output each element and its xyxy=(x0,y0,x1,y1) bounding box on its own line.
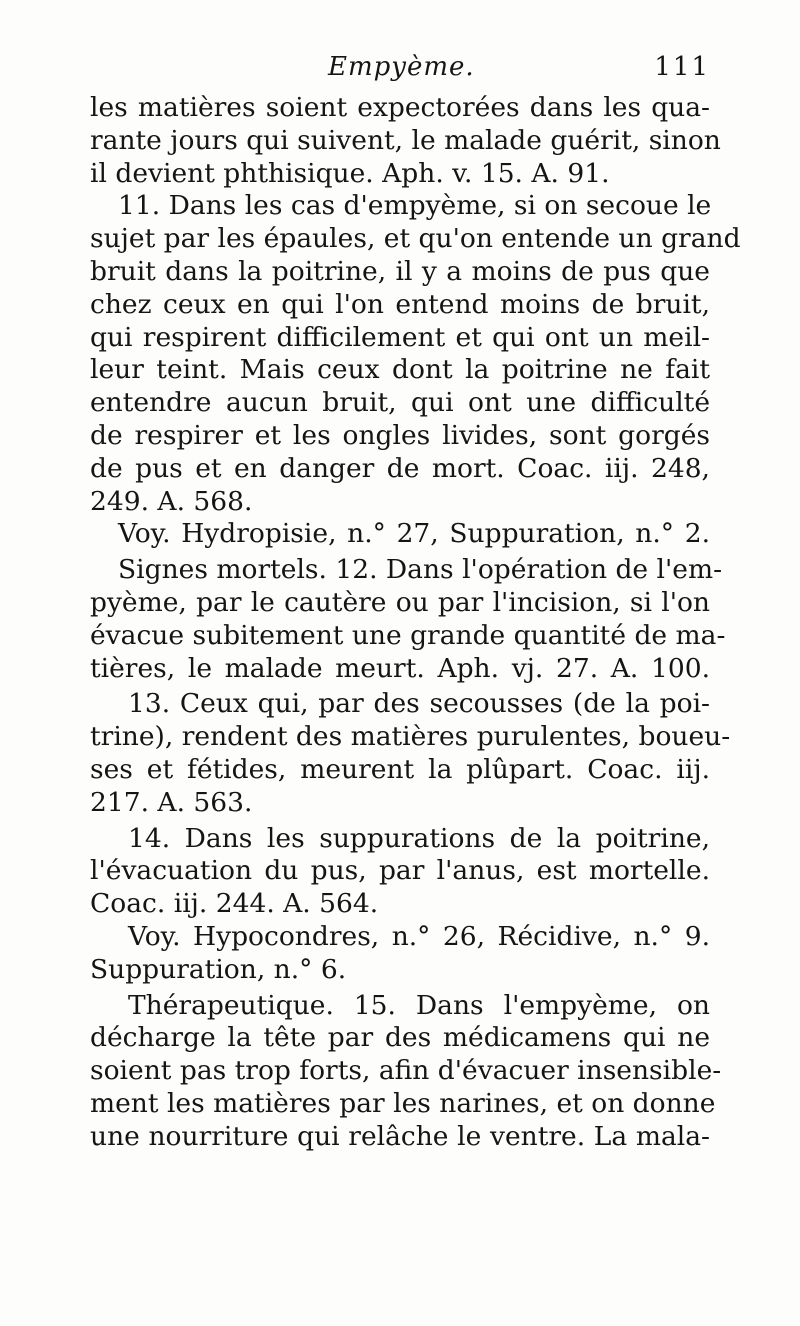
text-line: sujet par les épaules, et qu'on entende un grand xyxy=(90,223,741,255)
text-line: Voy. Hypocondres, n.° 26, Récidive, n.° 9. xyxy=(128,920,710,952)
body-text xyxy=(90,92,741,1154)
text-line: de pus et en danger de mort. Coac. iij. 248, xyxy=(90,452,710,484)
text-line: 249. A. 568. xyxy=(90,485,253,517)
text-line: Coac. iij. 244. A. 564. xyxy=(90,888,379,920)
text-line: 13. Ceux qui, par des secousses (de la poi- xyxy=(128,688,710,720)
text-line: ment les matières par les narines, et on donne xyxy=(90,1087,716,1119)
text-line: bruit dans la poitrine, il y a moins de pus que xyxy=(90,255,710,287)
text-line: Thérapeutique. 15. Dans l'empyème, on xyxy=(128,989,710,1021)
text-line: l'évacuation du pus, par l'anus, est mortelle. xyxy=(90,855,710,887)
text-line: trine), rendent des matières purulentes, boueu- xyxy=(90,721,731,753)
text-line: Suppuration, n.° 6. xyxy=(90,953,347,985)
text-line: les matières soient expectorées dans les qua- xyxy=(90,92,710,123)
text-line: tières, le malade meurt. Aph. vj. 27. A. 100. xyxy=(90,652,710,684)
text-line: soient pas trop forts, afin d'évacuer insensible- xyxy=(90,1055,722,1087)
text-line: 217. A. 563. xyxy=(90,786,253,818)
text-line: Signes mortels. 12. Dans l'opération de l'em- xyxy=(118,554,723,586)
text-line: une nourriture qui relâche le ventre. La mala- xyxy=(90,1120,710,1152)
text-line: il devient phthisique. Aph. v. 15. A. 91. xyxy=(90,157,610,189)
text-line: évacue subitement une grande quantité de ma- xyxy=(90,619,726,651)
text-line: Voy. Hydropisie, n.° 27, Suppuration, n.° 2. xyxy=(118,518,710,550)
text-line: entendre aucun bruit, qui ont une difficulté xyxy=(90,387,710,419)
text-line: qui respirent difficilement et qui ont un meil- xyxy=(90,321,710,353)
text-line: rante jours qui suivent, le malade guérit, sinon xyxy=(90,124,721,156)
text-line: 14. Dans les suppurations de la poitrine, xyxy=(128,822,710,854)
text-line: ses et fétides, meurent la plûpart. Coac. iij. xyxy=(90,753,710,785)
text-line: leur teint. Mais ceux dont la poitrine ne fait xyxy=(90,354,710,386)
text-line: chez ceux en qui l'on entend moins de bruit, xyxy=(90,288,710,320)
text-line: décharge la tête par des médicamens qui ne xyxy=(90,1022,710,1054)
running-header xyxy=(82,52,710,92)
running-title: Empyème. xyxy=(328,52,475,82)
text-line: de respirer et les ongles livides, sont gorgés xyxy=(90,419,710,451)
text-line: pyème, par le cautère ou par l'incision, si l'on xyxy=(90,586,710,618)
text-line: 11. Dans les cas d'empyème, si on secoue le xyxy=(118,190,712,222)
page-number: 111 xyxy=(654,52,710,82)
